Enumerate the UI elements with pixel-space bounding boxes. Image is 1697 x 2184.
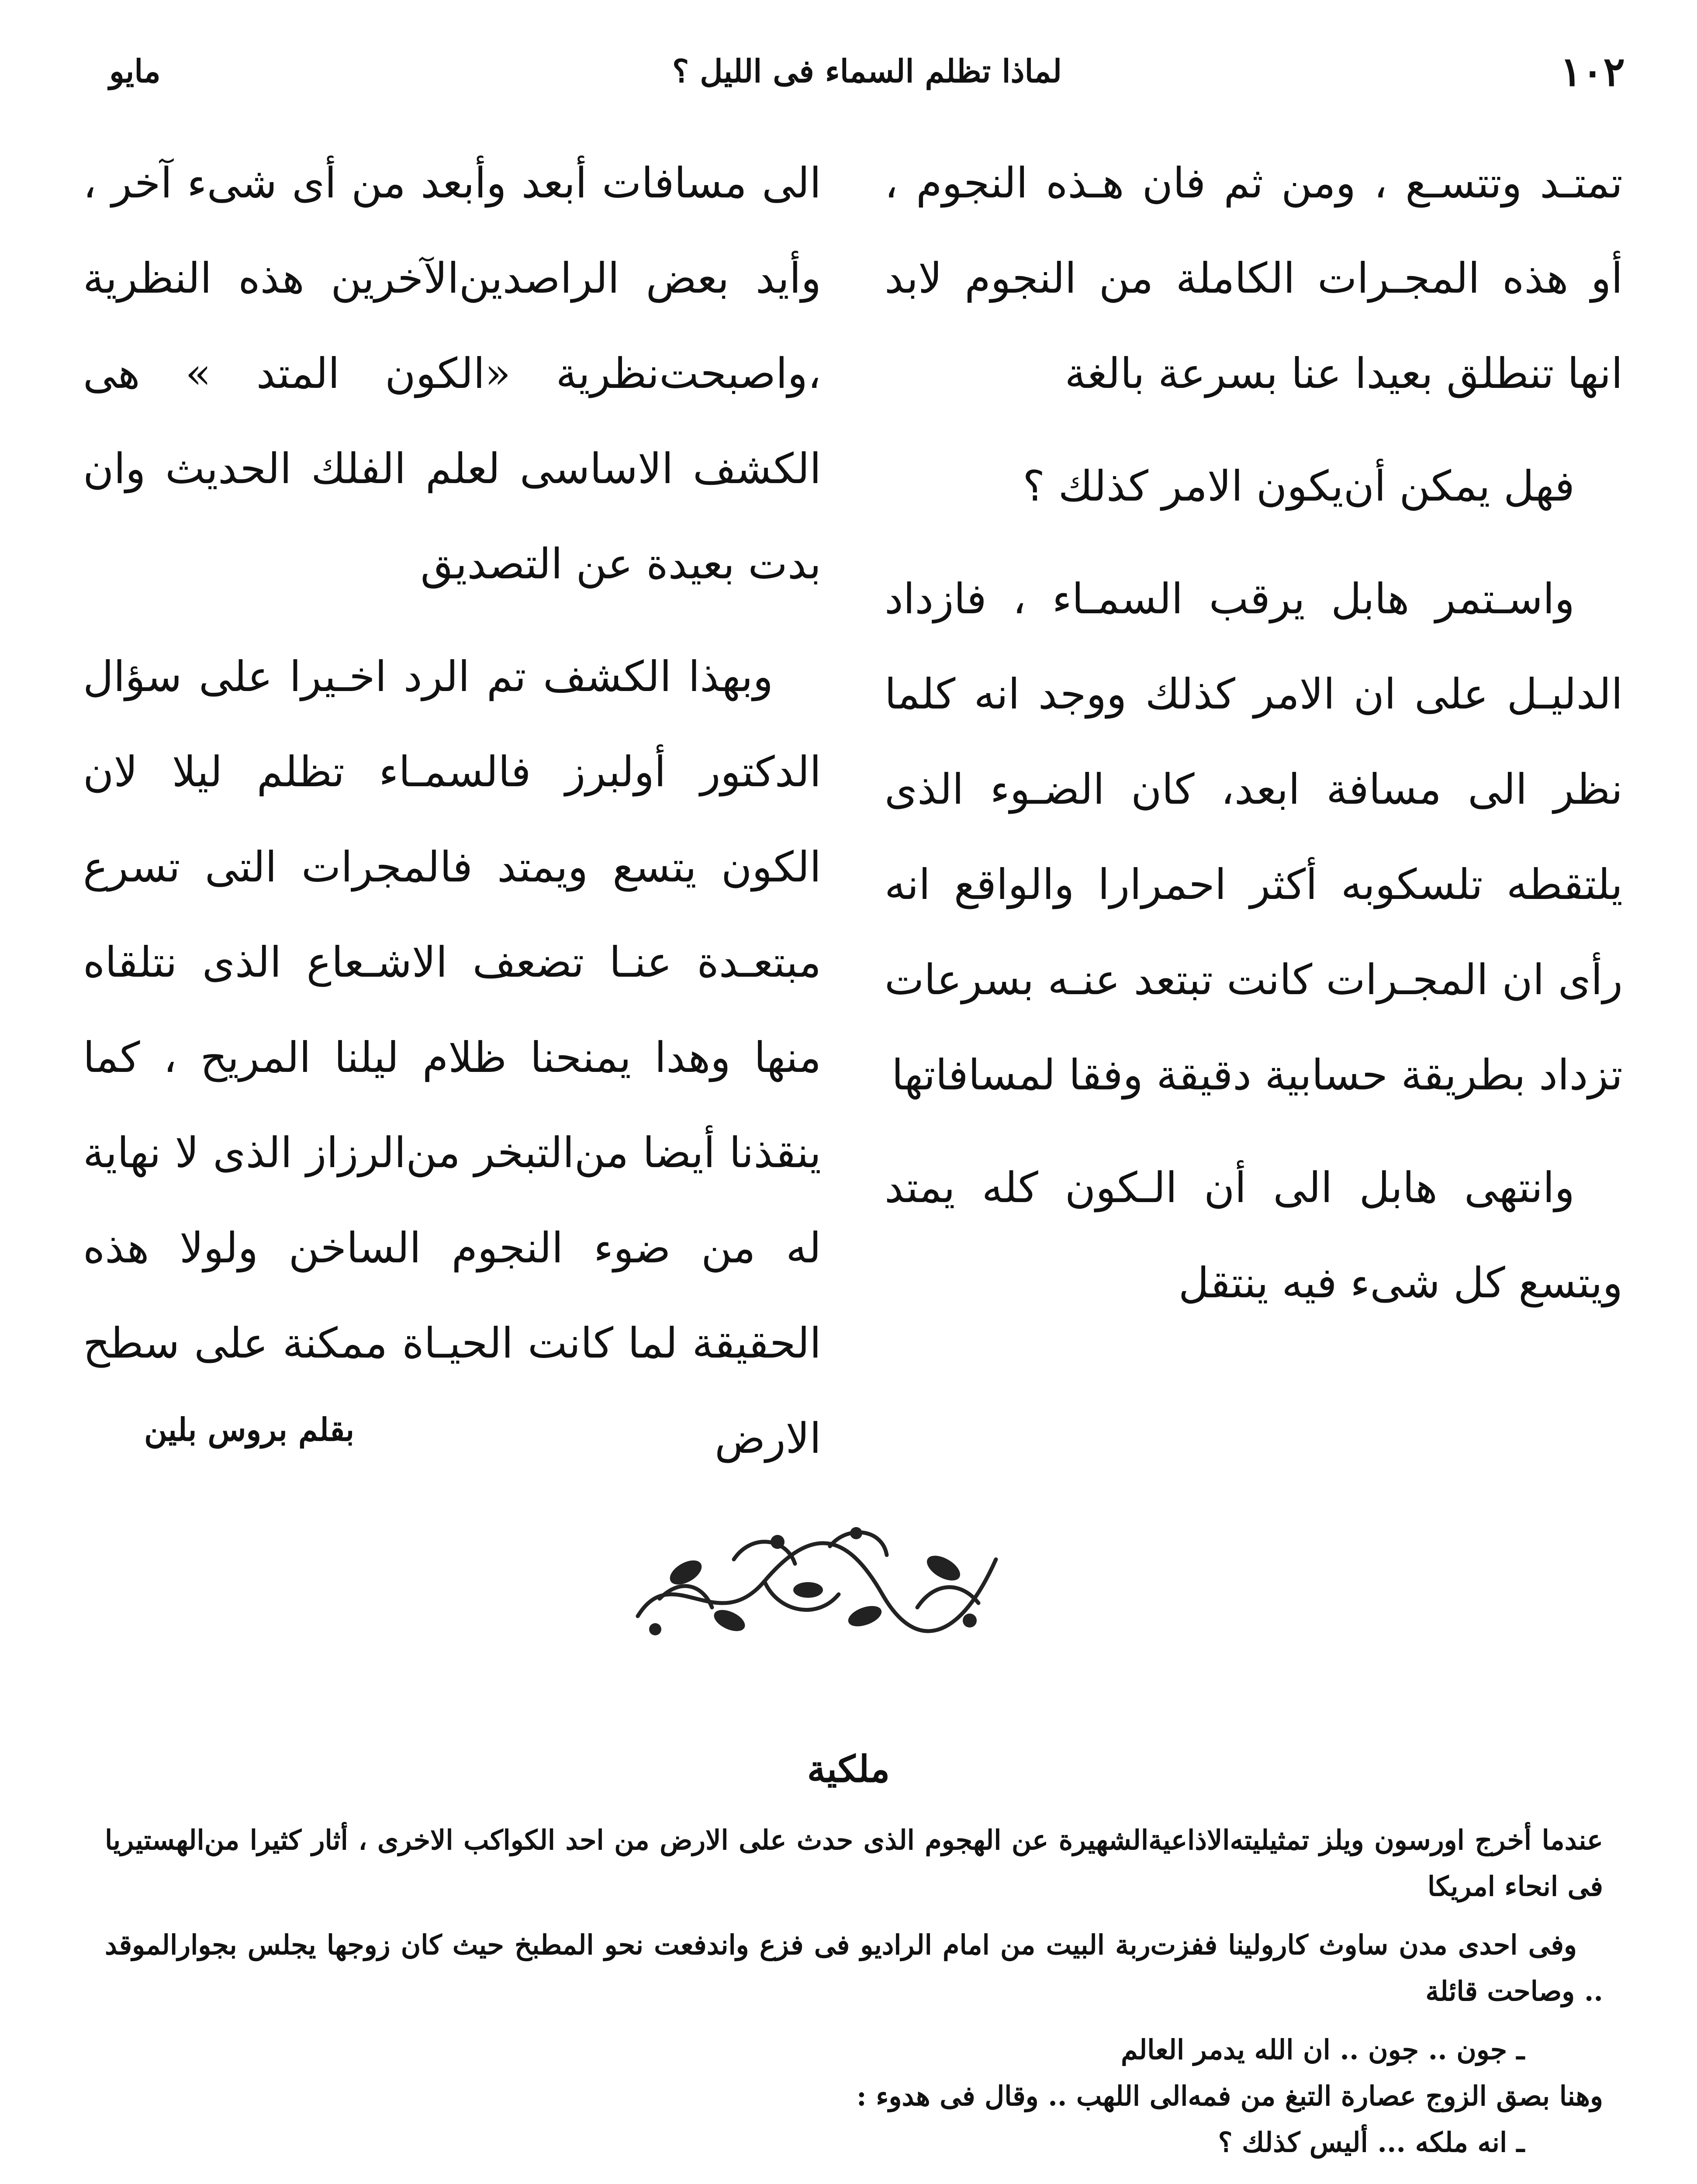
paragraph: واسـتمر هابل يرقب السمـاء ، فازداد الدليـل على ان الامر كذلك ووجد انه كلما نظر الى مسافة ابعد، كان الضـوء الذى يلتقطه تلسكوبه أكثر احمرارا والواقع انه رأى ان المجـرات كانت تبتعد عنـه بسرعات تزداد بطريقة حسابية دقيقة وفقا لمسافاتها [885,574,1623,1099]
anecdote-story [105,1817,1603,2166]
paragraph: فهل يمكن أن‌يكون الامر كذلك ؟ [1023,462,1575,511]
paragraph: عندما أخرج اورسون ويلز تمثيليته‌الاذاعية‌الشهيرة عن الهجوم الذى حدث على الارض من احد الكواكب الاخرى ، أثار كثيرا من‌الهستيريا فى انحاء امريكا [105,1824,1603,1902]
running-title: لماذا تظلم السماء فى الليل ؟ [672,52,1062,90]
paragraph: وفى احدى مدن ساوث كارولينا ففزت‌ربة البيت من امام الراديو فى فزع واندفعت نحو المطبخ حيث كان زوجها يجلس بجوار‌الموقد .. وصاحت قائلة [105,1929,1603,2007]
paragraph: وانتهى هابل الى أن الـكون كله يمتد ويتسع كل شىء فيه ينتقل [885,1163,1623,1307]
paragraph: الى مسافات أبعد وأبعد من أى شىء آخر ، وأيد بعض الراصدين‌الآخرين هذه النظرية ،واصبحت‌نظرية «الكون المتد » هى الكشف الاساسى لعلم الفلك الحديث وان بدت بعيدة عن التصديق [83,159,821,588]
issue-month: مايو [109,52,161,90]
article-column-right [885,135,1623,1348]
paragraph: وبهذا الكشف تم الرد اخـيرا على سؤال الدكتور أولبرز فالسمـاء تظلم ليلا لان الكون يتسع ويمتد فالمجرات التى تسرع مبتعـدة عنـا تضعف الاشـعاع الذى نتلقاه منها وهدا يمنحنا ظلام ليلنا المريح ، كما ينقذنا أيضا من‌التبخر من‌الرزاز الذى لا نهاية له من ضوء النجوم الساخن ولولا هذه الحقيقة لما كانت الحيـاة ممكنة على سطح الارض [83,652,821,1463]
floral-ornament-icon [620,1507,1013,1647]
paragraph: وهنا بصق الزوج عصارة التبغ من فمه‌الى اللهب .. وقال فى هدوء : [856,2080,1603,2112]
author-byline: بقلم بروس بلين [144,1411,355,1448]
page-number: ١٠٢ [1560,48,1625,95]
paragraph: تمتـد وتتسـع ، ومن ثم فان هـذه النجوم ، أو هذه المجـرات الكاملة من النجوم لابد انها تنطلق بعيدا عنا بسرعة بالغة [885,159,1623,398]
dialog-line: ـ انه ملكه ... أليس كذلك ؟ [1218,2126,1524,2158]
article-column-left [83,135,821,1503]
story-title: ملكية [807,1747,890,1790]
running-header [109,48,1625,105]
dialog-line: ـ جون .. جون .. ان الله يدمر العالم [1121,2034,1524,2066]
